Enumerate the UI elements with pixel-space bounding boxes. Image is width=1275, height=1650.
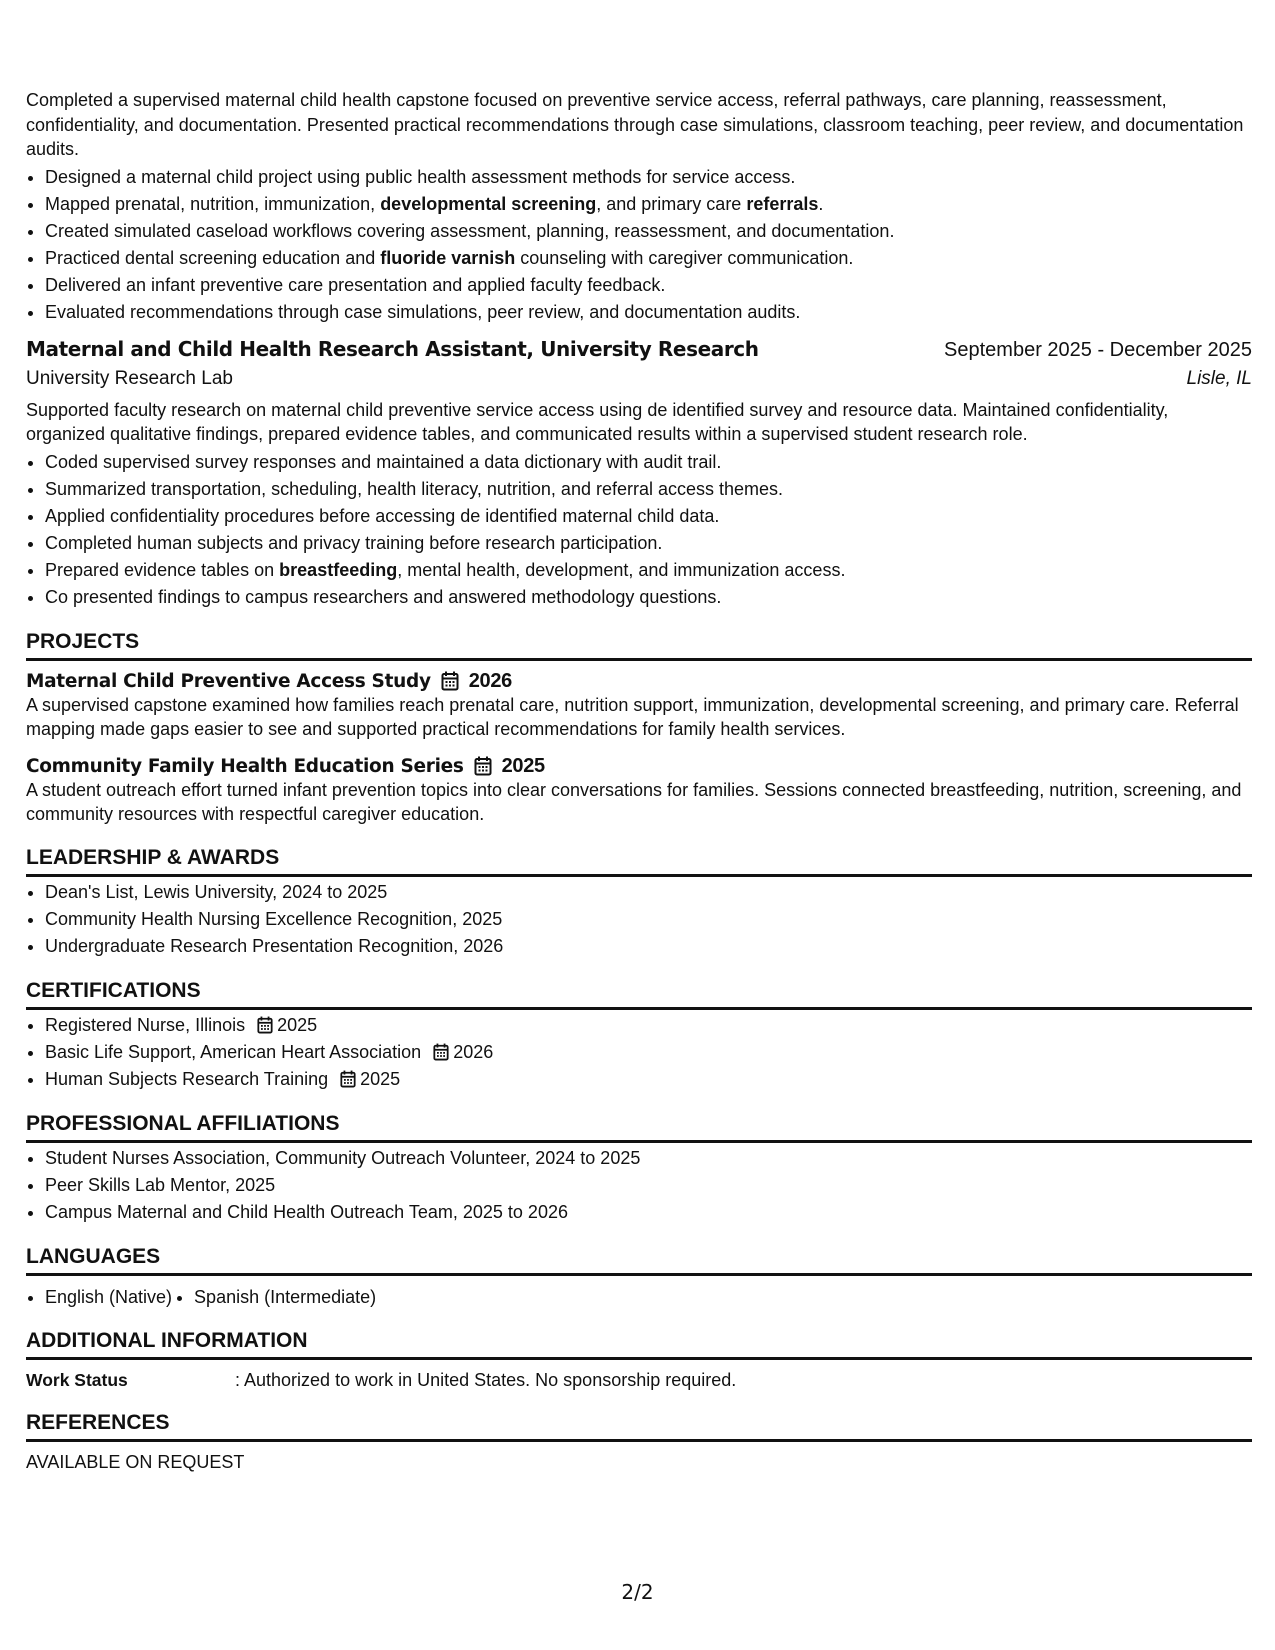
- info-row: [26, 1368, 1252, 1392]
- leadership-section: [26, 845, 1252, 960]
- calendar-icon: [433, 1043, 449, 1061]
- project-header: [26, 755, 1252, 778]
- project-year: 2025: [501, 754, 545, 777]
- list-item: [45, 1066, 1252, 1093]
- calendar-icon: [340, 1070, 356, 1088]
- capstone-bullets: [26, 164, 1252, 326]
- languages-list: [26, 1284, 1252, 1310]
- affiliations-list: [26, 1145, 1252, 1226]
- section-heading: PROFESSIONAL AFFILIATIONS: [26, 1111, 1252, 1143]
- list-item: • Undergraduate Research Presentation Recognition, 2026: [45, 933, 1252, 960]
- cert-name: • Registered Nurse, Illinois: [45, 1014, 246, 1035]
- list-item: • Evaluated recommendations through case simulations, peer review, and documentation audits.: [45, 299, 1252, 326]
- capstone-block: [26, 88, 1252, 326]
- project-title: Community Family Health Education Series: [26, 755, 464, 777]
- calendar-icon: [474, 756, 492, 776]
- list-item: • Campus Maternal and Child Health Outreach Team, 2025 to 2026: [45, 1199, 1252, 1226]
- cert-name: • Basic Life Support, American Heart Association: [45, 1041, 422, 1062]
- affiliations-section: [26, 1111, 1252, 1226]
- page-number: 2/2: [621, 1580, 654, 1604]
- list-item: • Community Health Nursing Excellence Recognition, 2025: [45, 906, 1252, 933]
- list-item: • Student Nurses Association, Community Outreach Volunteer, 2024 to 2025: [45, 1145, 1252, 1172]
- section-heading: ADDITIONAL INFORMATION: [26, 1328, 1252, 1360]
- list-item: • Dean's List, Lewis University, 2024 to 2025: [45, 879, 1252, 906]
- list-item: • Practiced dental screening education and fluoride varnish counseling with caregiver communication.: [45, 245, 1252, 272]
- job-dates: September 2025 - December 2025: [944, 338, 1252, 361]
- calendar-icon: [441, 671, 459, 691]
- list-item: • Coded supervised survey responses and maintained a data dictionary with audit trail.: [45, 449, 1252, 476]
- list-item: • English (Native): [45, 1284, 172, 1310]
- project-description: A student outreach effort turned infant prevention topics into clear conversations for families. Sessions connected breastfeeding, nutrition, screening, and community resources with respectful caregiver education.: [26, 779, 1242, 824]
- certifications-list: [26, 1012, 1252, 1093]
- list-item: [45, 1012, 1252, 1039]
- project-header: [26, 670, 1252, 693]
- list-item: • Spanish (Intermediate): [194, 1284, 376, 1310]
- list-item: • Applied confidentiality procedures before accessing de identified maternal child data.: [45, 503, 1252, 530]
- project-description: A supervised capstone examined how families reach prenatal care, nutrition support, immunization, developmental screening, and primary care. Referral mapping made gaps easier to see and supported practical recommendations for family health services.: [26, 694, 1239, 739]
- list-item: • Summarized transportation, scheduling, health literacy, nutrition, and referral access themes.: [45, 476, 1252, 503]
- research-job: [26, 337, 1252, 611]
- job-organization: University Research Lab: [26, 367, 233, 389]
- calendar-icon: [257, 1016, 273, 1034]
- cert-year: 2026: [453, 1041, 494, 1062]
- certifications-section: [26, 978, 1252, 1093]
- section-heading: CERTIFICATIONS: [26, 978, 1252, 1010]
- capstone-summary: Completed a supervised maternal child health capstone focused on preventive service access, referral pathways, care planning, reassessment, confidentiality, and documentation. Presented practical recommendations through case simulations, classroom teaching, peer review, and documentation audits.: [26, 90, 1244, 159]
- resume-page: [26, 88, 1252, 1473]
- list-item: [45, 1039, 1252, 1066]
- cert-year: 2025: [277, 1014, 318, 1035]
- section-heading: LANGUAGES: [26, 1244, 1252, 1276]
- job-location: Lisle, IL: [1186, 367, 1252, 389]
- list-item: • Created simulated caseload workflows covering assessment, planning, reassessment, and documentation.: [45, 218, 1252, 245]
- references-section: [26, 1410, 1252, 1473]
- languages-section: [26, 1244, 1252, 1310]
- list-item: • Mapped prenatal, nutrition, immunization, developmental screening, and primary care referrals.: [45, 191, 1252, 218]
- info-label: Work Status: [26, 1369, 128, 1390]
- section-heading: PROJECTS: [26, 629, 1252, 661]
- job-summary: Supported faculty research on maternal child preventive service access using de identified survey and resource data. Maintained confidentiality, organized qualitative findings, prepared evidence tables, and communicated results within a supervised student research role.: [26, 399, 1169, 444]
- cert-name: • Human Subjects Research Training: [45, 1068, 329, 1089]
- additional-section: [26, 1328, 1252, 1392]
- list-item: • Peer Skills Lab Mentor, 2025: [45, 1172, 1252, 1199]
- job-title: Maternal and Child Health Research Assistant, University Research: [26, 336, 759, 361]
- list-item: • Designed a maternal child project using public health assessment methods for service access.: [45, 164, 1252, 191]
- list-item: • Co presented findings to campus researchers and answered methodology questions.: [45, 584, 1252, 611]
- list-item: • Completed human subjects and privacy training before research participation.: [45, 530, 1252, 557]
- list-item: • Prepared evidence tables on breastfeeding, mental health, development, and immunization access.: [45, 557, 1252, 584]
- section-heading: LEADERSHIP & AWARDS: [26, 845, 1252, 877]
- cert-year: 2025: [360, 1068, 401, 1089]
- project-year: 2026: [468, 669, 512, 692]
- references-text: AVAILABLE ON REQUEST: [26, 1451, 245, 1472]
- project-title: Maternal Child Preventive Access Study: [26, 670, 431, 692]
- section-heading: REFERENCES: [26, 1410, 1252, 1442]
- leadership-list: [26, 879, 1252, 960]
- job-bullets: [26, 449, 1252, 611]
- list-item: • Delivered an infant preventive care presentation and applied faculty feedback.: [45, 272, 1252, 299]
- projects-section: [26, 629, 1252, 827]
- info-value: : Authorized to work in United States. No sponsorship required.: [235, 1369, 737, 1390]
